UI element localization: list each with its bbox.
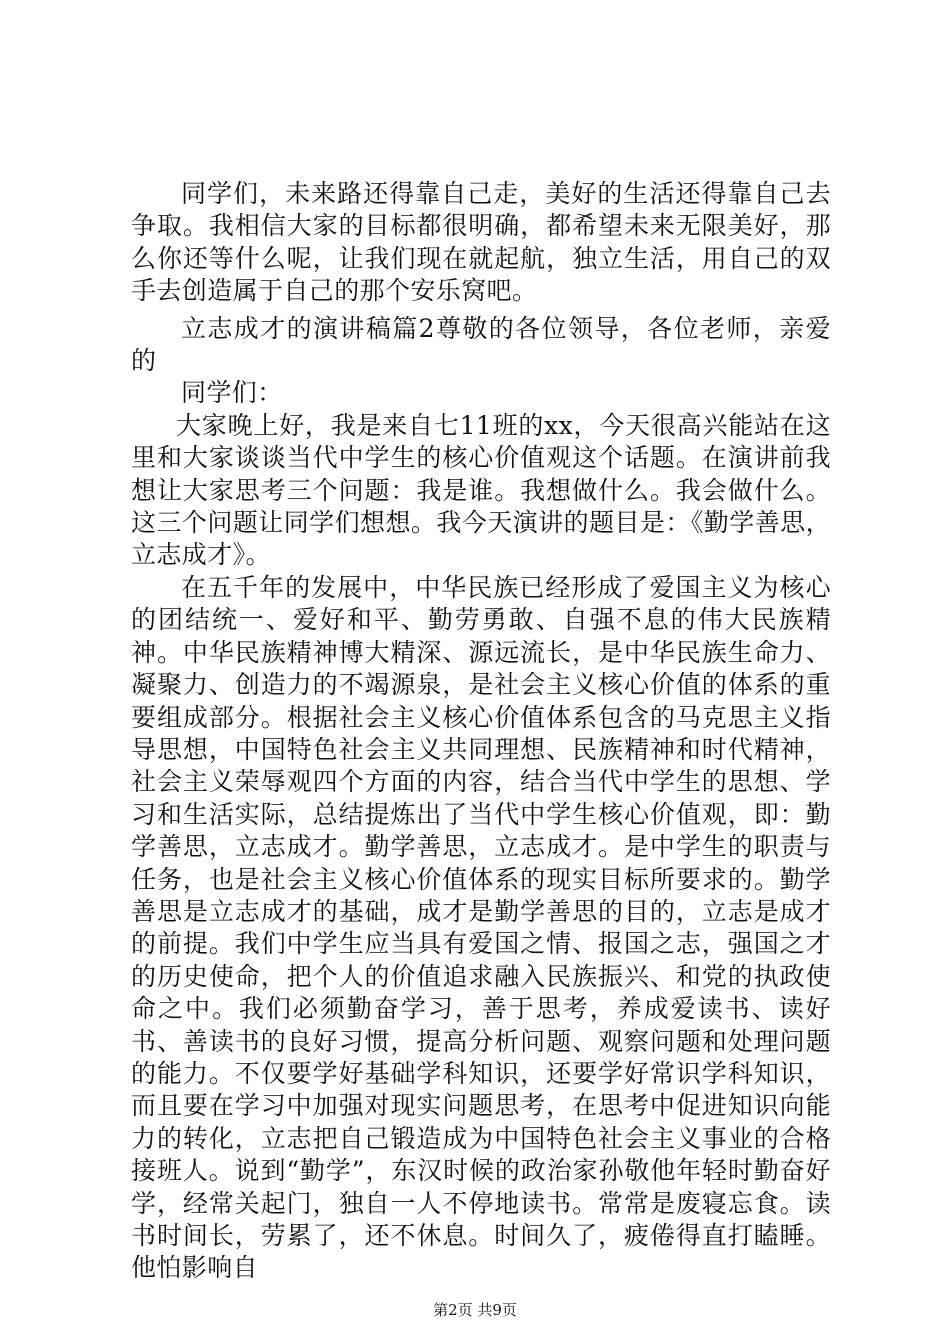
paragraph-closing: 同学们，未来路还得靠自己走，美好的生活还得靠自己去争取。我相信大家的目标都很明确，都希望未来无限美好，那么你还等什么呢，让我们现在就起航，独立生活，用自己的双手去创造属于自己的那个安乐窝吧。 [131,179,831,306]
paragraph-speech-title: 立志成才的演讲稿篇2尊敬的各位领导，各位老师，亲爱的 [131,313,831,376]
document-body [131,178,831,1285]
paragraph-body: 在五千年的发展中，中华民族已经形成了爱国主义为核心的团结统一、爱好和平、勤劳勇敢、自强不息的伟大民族精神。中华民族精神博大精深、源远流长，是中华民族生命力、凝聚力、创造力的不竭源泉，是社会主义核心价值的体系的重要组成部分。根据社会主义核心价值体系包含的马克思主义指导思想，中国特色社会主义共同理想、民族精神和时代精神，社会主义荣辱观四个方面的内容，结合当代中学生的思想、学习和生活实际，总结提炼出了当代中学生核心价值观，即：勤学善思，立志成才。勤学善思，立志成才。是中学生的职责与任务，也是社会主义核心价值体系的现实目标所要求的。勤学善思是立志成才的基础，成才是勤学善思的目的，立志是成才的前提。我们中学生应当具有爱国之情、报国之志，强国之才的历史使命，把个人的价值追求融入民族振兴、和党的执政使命之中。我们必须勤奋学习，善于思考，养成爱读书、读好书、善读书的良好习惯，提高分析问题、观察问题和处理问题的能力。不仅要学好基础学科知识，还要学好常识学科知识，而且要在学习中加强对现实问题思考，在思考中促进知识向能力的转化，立志把自己锻造成为中国特色社会主义事业的合格接班人。说到“勤学”，东汉时候的政治家孙敬他年轻时勤奋好学，经常关起门，独自一人不停地读书。常常是废寝忘食。读书时间长，劳累了，还不休息。时间久了，疲倦得直打瞌睡。他怕影响自 [131,572,831,1283]
paragraph-greeting: 大家晚上好，我是来自七11班的xx，今天很高兴能站在这里和大家谈谈当代中学生的核心价值观这个话题。在演讲前我想让大家思考三个问题：我是谁。我想做什么。我会做什么。这三个问题让同学们想想。我今天演讲的题目是：《勤学善思，立志成才》。 [131,410,831,570]
paragraph-salutation: 同学们： [181,378,283,408]
page-number-footer: 第2页 共9页 [433,1301,517,1319]
